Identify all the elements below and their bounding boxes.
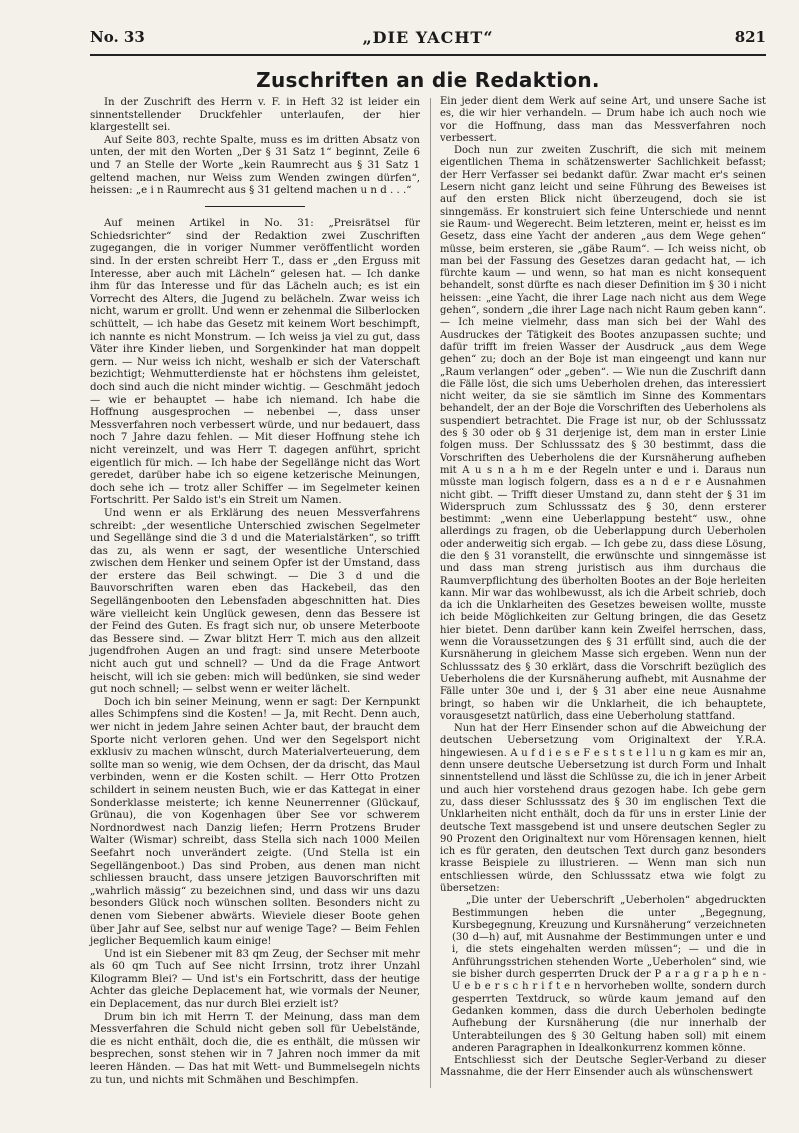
paragraph: Auf Seite 803, rechte Spalte, muss es im dritten Absatz von unten, der mit den Worten „Der § 31 Satz 1“ beginnt, Zeile 6 und 7 an Stelle der Worte „kein Raumrecht aus § 31 Satz 1 geltend machen, nur Weiss zum Wenden zwingen dürfen“, heissen: „e i n Raumrecht aus § 31 geltend machen u n d . . .“ [90,133,420,197]
paragraph: Drum bin ich mit Herrn T. der Meinung, dass man dem Messverfahren die Schuld nicht geben soll für Uebelstände, die es nicht enthält, doch die, die es enthält, die müssen wir besprechen, sonst stehen wir in 7 Jahren noch immer da mit leeren Händen. — Das hat mit Wett- und Bummelsegeln nichts zu tun, und nichts mit Schmähen und Beschimpfen. [90,1010,420,1086]
header-rule [90,54,766,56]
column-divider [430,98,431,1088]
journal-title: „DIE YACHT“ [362,28,494,47]
article-title: Zuschriften an die Redaktion. [256,68,600,92]
left-column [90,96,420,1086]
paragraph: In der Zuschrift des Herrn v. F. in Heft 32 ist leider ein sinnentstellender Druckfehler unterlaufen, der hier klargestellt sei. [90,96,420,134]
paragraph: Doch nun zur zweiten Zuschrift, die sich mit meinem eigentlichen Thema in schätzenswerter Sachlichkeit befasst; der Herr Verfasser sei bedankt dafür. Zwar macht er's seinen Lesern nicht ganz leicht und seine Führung des Beweises ist auf den ersten Blick nicht überzeugend, doch sie ist sinngemäss. Er konstruiert sich feine Unterschiede und nennt sie Raum- und Wegerecht. Beim letzteren, meint er, heisst es im Gesetz, dass eine Yacht der anderen „aus dem Wege gehen“ müsse, beim ersteren, sie „gäbe Raum“. — Ich weiss nicht, ob man bei der Fassung des Gesetzes daran gedacht hat, — ich fürchte kaum — und wenn, so hat man es nicht konsequent behandelt, sonst dürfte es nach dieser Definition im § 30 i nicht heissen: „eine Yacht, die ihrer Lage nach nicht aus dem Wege gehen“, sondern „die ihrer Lage nach nicht Raum geben kann“. — Ich meine vielmehr, dass man sich bei der Wahl des Ausdruckes der Tätigkeit des Bootes anzupassen suchte; und dafür trifft im freien Wasser der Ausdruck „aus dem Wege gehen“ zu; doch an der Boje ist man eingeengt und kann nur „Raum verlangen“ oder „geben“. — Wie nun die Zuschrift dann die Fälle löst, die sich ums Ueberholen drehen, das interessiert nicht weiter, da sie sie sämtlich im Sinne des Kommentars behandelt, der an der Boje die Vorschriften des Ueberholens als suspendiert betrachtet. Die Frage ist nur, ob der Schlusssatz des § 30 oder ob § 31 derjenige ist, dem man in erster Linie folgen muss. Der Schlusssatz des § 30 bestimmt, dass die Vorschriften des Ueberholens die der Kursnäherung aufheben mit A u s n a h m e der Regeln unter e und i. Daraus nun müsste man logisch folgern, dass es a n d e r e Ausnahmen nicht gibt. — Trifft dieser Umstand zu, dann steht der § 31 im Widerspruch zum Schlusssatz des § 30, denn ersterer bestimmt: „wenn eine Ueberlappung besteht“ usw., ohne allerdings zu fragen, ob die Ueberlappung durch Ueberholen oder anderweitig sich ergab. — Ich gebe zu, dass diese Lösung, die den § 31 voranstellt, die erwünschte und sinngemässe ist und dass man streng juristisch aus ihm durchaus die Raumverpflichtung des überholten Bootes an der Boje herleiten kann. Mir war das wohlbewusst, als ich die Arbeit schrieb, doch da ich die Unklarheiten des Gesetzes beweisen wollte, musste ich beide Möglichkeiten zur Geltung bringen, die das Gesetz hier bietet. Denn darüber kann kein Zweifel herrschen, dass, wenn die Voraussetzungen des § 31 erfüllt sind, auch die der Kursnäherung in gleichem Masse sich ergeben. Wenn nun der Schlusssatz des § 30 erklärt, dass die Vorschrift bezüglich des Ueberholens die der Kursnäherung aufhebt, mit Ausnahme der Fälle unter 30e und i, der § 31 aber eine neue Ausnahme bringt, so haben wir die Unklarheit, die ich behauptete, vorausgesetzt natürlich, dass eine Ueberholung stattfand. [440,145,766,722]
paragraph: Ein jeder dient dem Werk auf seine Art, und unsere Sache ist es, die wir hier verhandeln. — Drum habe ich auch noch wie vor die Hoffnung, dass man das Messverfahren noch verbessert. [440,96,766,144]
paragraph: Auf meinen Artikel in No. 31: „Preisrätsel für Schiedsrichter“ sind der Redaktion zwei Zuschriften zugegangen, die in voriger Nummer veröffentlicht worden sind. In der ersten schreibt Herr T., dass er „den Erguss mit Interesse, aber auch mit Lächeln“ gelesen hat. — Ich danke ihm für das Interesse und für das Lächeln auch; es ist ein Vorrecht des Alters, die Jugend zu belächeln. Zwar weiss ich nicht, warum er grollt. Und wenn er zehenmal die Silberlocken schüttelt, — ich habe das Gesetz mit keinem Wort beschimpft, ich nannte es nicht Monstrum. — Ich weiss ja viel zu gut, dass Väter ihre Kinder lieben, und Sorgenkinder hat man doppelt gern. — Nur weiss ich nicht, weshalb er sich der Vaterschaft bezichtigt; Wehmutterdienste hat er höchstens ihm geleistet, doch sind auch die nicht minder wichtig. — Geschmäht jedoch — wie er behauptet — habe ich niemand. Ich habe die Hoffnung ausgesprochen — nebenbei —, dass unser Messverfahren noch verbessert würde, und nur bedauert, dass noch 7 Jahre dazu fehlen. — Mit dieser Hoffnung stehe ich nicht vereinzelt, und was Herr T. dagegen anführt, spricht eigentlich für mich. — Ich habe der Segellänge nicht das Wort geredet, darüber habe ich so eigene ketzerische Meinungen, doch sehe ich — trotz aller Schiffer — im Segelmeter keinen Fortschritt. Per Saldo ist's ein Streit um Namen. [90,217,420,507]
paragraph: Und wenn er als Erklärung des neuen Messverfahrens schreibt: „der wesentliche Unterschied zwischen Segelmeter und Segellänge sind die 3 d und die Materialstärken“, so trifft das zu, als wenn er sagt, der wesentliche Unterschied zwischen dem Henker und seinem Opfer ist der Umstand, dass der erstere das Beil schwingt. — Die 3 d und die Bauvorschriften waren eben das Hackebeil, das den Segellängenbooten den Lebensfaden abgeschnitten hat. Dies wäre vielleicht kein Unglück gewesen, denn das Bessere ist der Feind des Guten. Es fragt sich nur, ob unsere Meterboote das Bessere sind. — Zwar blitzt Herr T. mich aus den allzeit jugendfrohen Augen an und fragt: sind unsere Meterboote nicht auch gut und schnell? — Und da die Frage Antwort heischt, will ich sie geben: mich will bedünken, sie sind weder gut noch schnell; — selbst wenn er weiter lächelt. [90,506,420,696]
running-header [90,26,766,50]
section-separator [205,206,305,208]
paragraph: Und ist ein Siebener mit 83 qm Zeug, der Sechser mit mehr als 60 qm Tuch auf See nicht Irrsinn, trotz ihrer Unzahl Kilogramm Blei? — Und ist's ein Fortschritt, dass der heutige Achter das gleiche Deplacement hat, wie vormals der Neuner, ein Deplacement, das nur durch Blei erzielt ist? [90,947,420,1011]
paragraph: Entschliesst sich der Deutsche Segler-Verband zu dieser Massnahme, die der Herr Einsender auch als wünschenswert [440,1055,766,1079]
quoted-translation: „Die unter der Ueberschrift „Ueberholen“ abgedruckten Bestimmungen heben die unter „Begegnung, Kursbegegnung, Kreuzung und Kursnäherung“ verzeichneten (30 d—h) auf, mit Ausnahme der Bestimmungen unter e und i, die stets eingehalten werden müssen“; — und die in Anführungsstrichen stehenden Worte „Ueberholen“ sind, wie sie bisher durch gesperrten Druck der P a r a g r a p h e n - U e b e r s c h r i f t e n hervorheben wollte, sondern durch gesperrten Textdruck, so würde kaum jemand auf den Gedanken kommen, dass die durch Ueberholen bedingte Aufhebung der Kursnäherung (die nur innerhalb der Unterabteilungen des § 30 Geltung haben soll) mit einem anderen Paragraphen in Idealkonkurrenz kommen könne. [452,895,766,1054]
paragraph: Nun hat der Herr Einsender schon auf die Abweichung der deutschen Uebersetzung vom Originaltext der Y.R.A. hingewiesen. A u f d i e s e F e s t s t e l l u n g kam es mir an, denn unsere deutsche Uebersetzung ist durch Form und Inhalt sinnentstellend und lässt die Schlüsse zu, die ich in jener Arbeit und auch hier vorstehend draus gezogen habe. Ich gebe gern zu, dass dieser Schlusssatz des § 30 im englischen Text die Unklarheiten nicht enthält, doch da für uns in erster Linie der deutsche Text massgebend ist und unsere deutschen Segler zu 90 Prozent den Originaltext nur vom Hörensagen kennen, hielt ich es für geraten, den deutschen Text durch ganz besonders krasse Beispiele zu illustrieren. — Wenn man sich nun entschliessen würde, den Schlusssatz etwa wie folgt zu übersetzen: [440,723,766,894]
page-number: 821 [734,28,766,46]
issue-number: No. 33 [90,28,145,46]
right-column [440,96,766,1080]
paragraph: Doch ich bin seiner Meinung, wenn er sagt: Der Kernpunkt alles Schimpfens sind die Kosten! — Ja, mit Recht. Denn auch, wer nicht in jedem Jahre seinen Achter baut, der braucht dem Sporte nicht verloren gehen. Und wer den Segelsport nicht exklusiv zu machen wünscht, durch Materialverteuerung, dem sollte man so wenig, wie dem Ochsen, der da drischt, das Maul verbinden, wenn er die Kosten schilt. — Herr Otto Protzen schildert in seinem neusten Buch, wie er das Kattegat in einer Sonderklasse meisterte; ich kenne Neunerrenner (Glückauf, Grünau), die von Kogenhagen über See vor schwerem Nordnordwest nach Danzig liefen; Herrn Protzens Bruder Walter (Wismar) schreibt, dass Stella sich nach 1000 Meilen Seefahrt noch unverändert zeigte. (Und Stella ist ein Segellängenboot.) Das sind Proben, aus denen man nicht schliessen braucht, dass unsere jetzigen Bauvorschriften mit „wahrlich mässig“ zu bezeichnen sind, und dass wir uns dazu besonders Glück noch wünschen sollten. Besonders nicht zu denen vom Siebener abwärts. Wieviele dieser Boote gehen über Jahr auf See, selbst nur auf wenige Tage? — Beim Fehlen jeglicher Bequemlich kaum einige! [90,695,420,948]
